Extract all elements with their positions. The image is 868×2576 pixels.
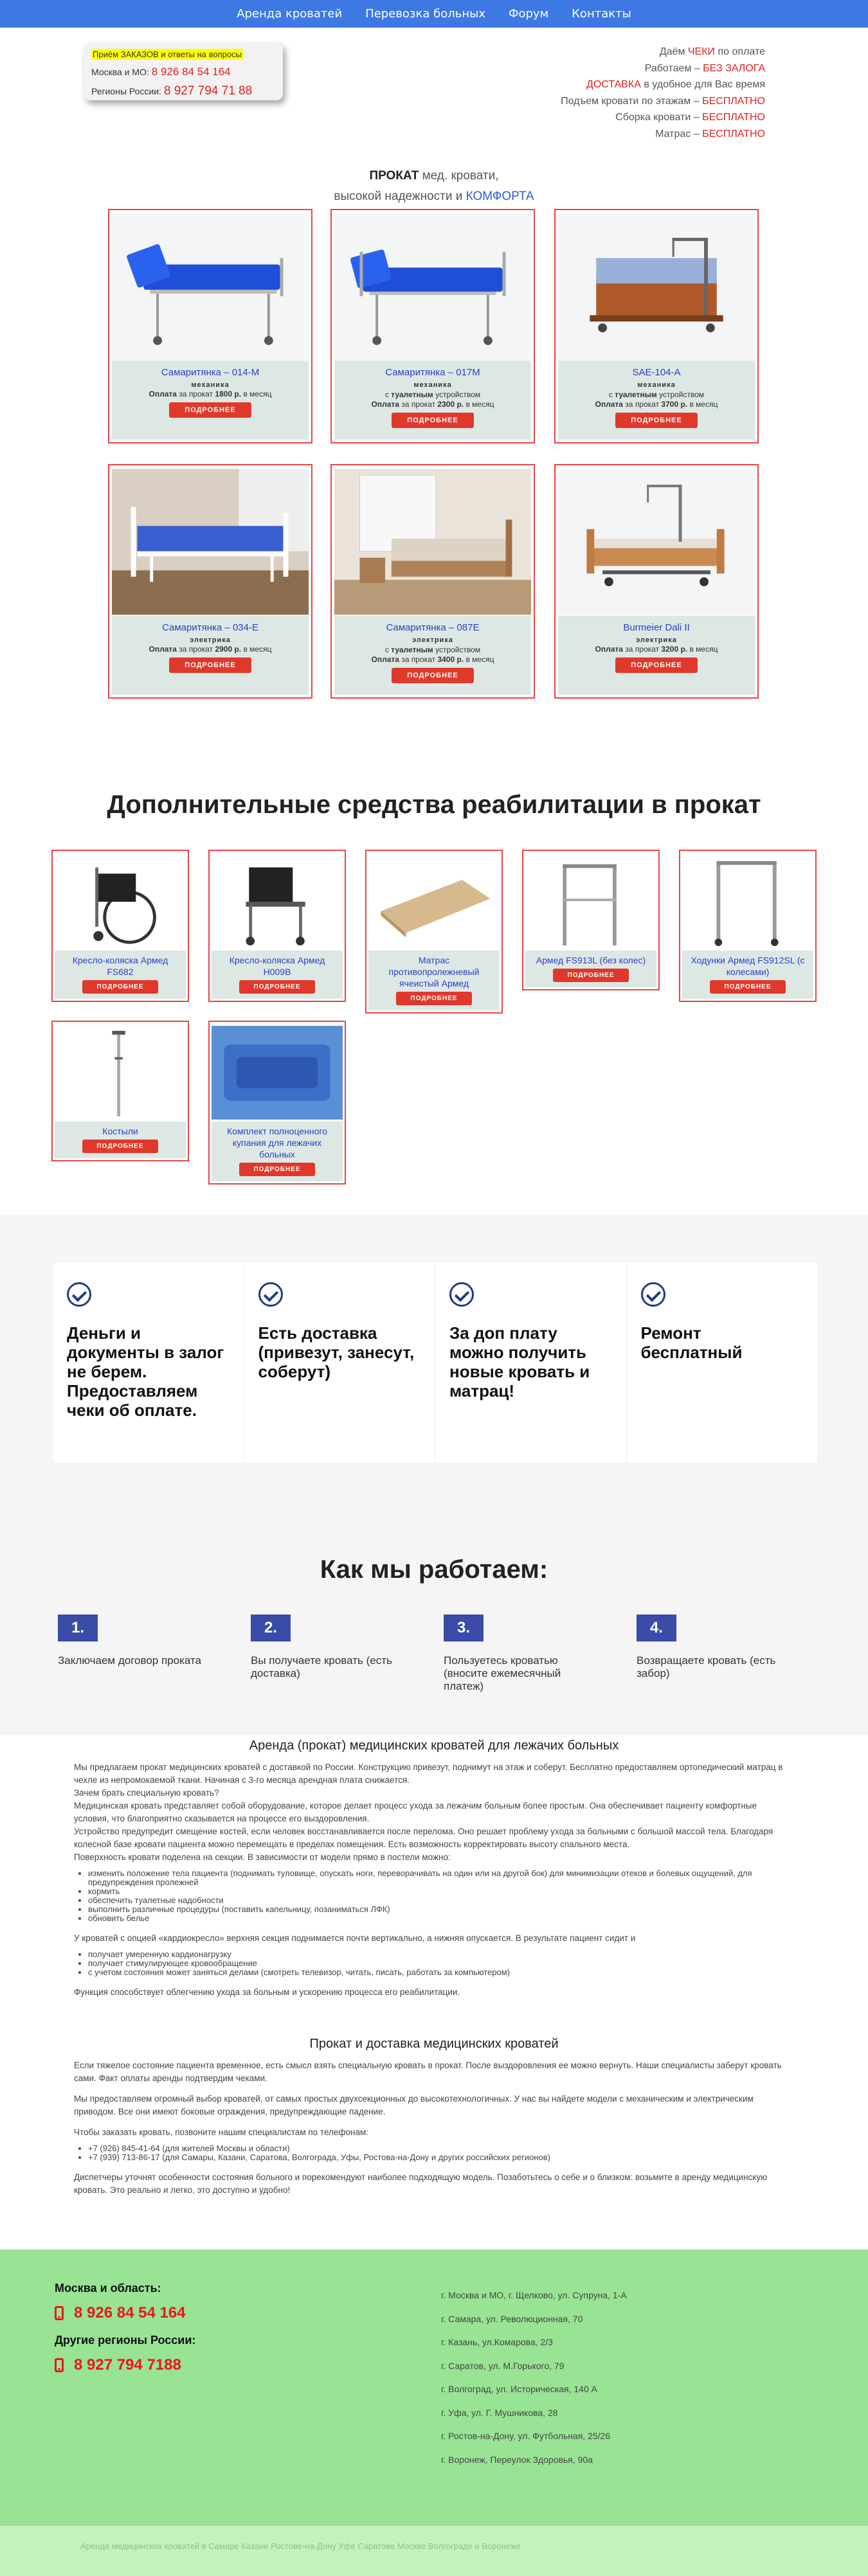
list-item: • с учетом состояния может заняться делами (смотреть телевизор, читать, писать, работать за компьютером)	[88, 1968, 794, 1977]
equipment-image[interactable]	[55, 853, 186, 951]
details-button[interactable]: ПОДРОБНЕЕ	[82, 980, 158, 994]
bed-name[interactable]: Самаритянка – 034-Е	[162, 622, 258, 633]
order-phones-list	[88, 2144, 794, 2162]
footer-bottom-bar	[0, 2526, 868, 2576]
regions-contact: Регионы России: 8 927 794 71 88	[91, 84, 253, 98]
equipment-name[interactable]: Армед FS913L (без колес)	[536, 955, 646, 965]
benefit-line: Работаем – БЕЗ ЗАЛОГА	[644, 62, 765, 74]
equipment-card[interactable]	[208, 1021, 346, 1185]
benefit-line: ДОСТАВКА в удобное для Вас время	[586, 79, 765, 90]
bed-name[interactable]: Самаритянка – 014-М	[161, 367, 260, 378]
details-button[interactable]: ПОДРОБНЕЕ	[169, 657, 251, 673]
equipment-name[interactable]: Кресло-коляска Армед FS682	[72, 955, 168, 977]
check-circle-icon	[67, 1282, 91, 1307]
prokat-heading: ПРОКАТ мед. кровати, высокой надежности и КОМФОРТА	[334, 169, 534, 203]
bed-card[interactable]: SAE-104-А механика с туалетным устройством Оплата за прокат 3700 р. в месяц ПОДРОБНЕЕ	[554, 209, 759, 443]
details-button[interactable]: ПОДРОБНЕЕ	[396, 992, 471, 1005]
bed-image[interactable]	[334, 468, 531, 616]
nav-item-patient-transport[interactable]: Перевозка больных	[365, 7, 485, 21]
address-line: г. Ростов-на-Дону, ул. Футбольная, 25/26	[441, 2431, 611, 2441]
details-button[interactable]: ПОДРОБНЕЕ	[392, 668, 473, 683]
top-nav	[0, 0, 868, 28]
how-we-work-title: Как мы работаем:	[320, 1555, 548, 1584]
nav-item-contacts[interactable]: Контакты	[572, 7, 631, 21]
check-circle-icon	[641, 1282, 665, 1307]
equipment-image[interactable]	[212, 1024, 343, 1122]
details-button[interactable]: ПОДРОБНЕЕ	[82, 1140, 158, 1153]
advantage-text: Деньги и документы в залог не берем. Предоставляем чеки об оплате.	[67, 1323, 224, 1420]
article-rental-title: Аренда (прокат) медицинских кроватей для лежачих больных	[249, 1739, 619, 1753]
bed-type: механика	[191, 381, 230, 389]
details-button[interactable]: ПОДРОБНЕЕ	[553, 969, 628, 982]
moscow-contact: Москва и МО: 8 926 84 54 164	[91, 66, 231, 78]
advantage-item	[244, 1263, 436, 1462]
moscow-phone-link[interactable]: 8 926 84 54 164	[151, 66, 231, 78]
equipment-image[interactable]	[212, 853, 343, 951]
bed-name[interactable]: Самаритянка – 017М	[385, 367, 480, 378]
list-item: • получает стимулирующее кровообращение	[88, 1959, 794, 1968]
list-item: • обеспечить туалетные надобности	[88, 1896, 794, 1905]
service-benefits	[561, 44, 765, 142]
equipment-name[interactable]: Ходунки Армед FS912SL (с колесами)	[691, 955, 805, 977]
bed-type: электрика	[636, 636, 677, 644]
advantage-text: Ремонт бесплатный	[640, 1323, 743, 1362]
equipment-card[interactable]	[522, 850, 660, 990]
article-delivery-title: Прокат и доставка медицинских кроватей	[309, 2037, 559, 2051]
benefit-line: Матрас – БЕСПЛАТНО	[655, 128, 765, 139]
article-rental: Аренда (прокат) медицинских кроватей для лежачих больных Мы предлагаем прокат медицинских кроватей с доставкой по России. Конструкцию привезут, поднимут на этаж и соберут. Бесплатно предоставляем ортопедический матрац в чехле из непромокаемой ткани. Начиная с 3-го месяца арендная плата снижается. Зачем брать специальную кровать? Медицинская кровать представляет собой оборудование, которое делает процесс ухода за лежачим больным более простым. Она обеспечивает пациенту комфортные условия, что благоприятно сказывается на процессе его выздоровления. Устройство предупредит смещение костей, если человек восстанавливается после перелома. Оно решает проблему ухода за больными с большой массой тела. Благодаря колесной базе кровати пациента можно перемещать в пределах помещения. Есть возможность корректировать высоту спального места. Поверхность кровати поделена на секции. В зависимости от модели прямо в постели можно: • изменить положение тела пациента (поднимать туловище, опускать ноги, переворачивать на один или на другой бок) для минимизации отеков и болевых ощущений, для предупреждения пролежней • кормить • обеспечить туалетные надобности • выполнить различные процедуры (поставить капельницу, позаниматься ЛФК) • обновить белье У кроватей с опцией «кардиокресло» верхняя секция поднимается почти вертикально, а нижняя опускается. В результате пациент сидит и • получает умеренную кардионагрузку • получает стимулирующее кровообращение • с учетом состояния может заняться делами (смотреть телевизор, читать, писать, работать за компьютером) Функция способствует облегчению ухода за больным и ускорению процесса его реабилитации.	[74, 1739, 794, 1999]
details-button[interactable]: ПОДРОБНЕЕ	[169, 402, 251, 418]
equipment-name[interactable]: Комплект полноценного купания для лежачих больных	[227, 1126, 327, 1159]
equipment-image[interactable]	[55, 1024, 186, 1122]
check-circle-icon	[258, 1282, 283, 1307]
equipment-image[interactable]	[682, 853, 813, 951]
step-text: Возвращаете кровать (есть забор)	[637, 1654, 776, 1679]
phone-icon	[55, 2358, 64, 2372]
advantage-item	[627, 1263, 818, 1462]
footer-addresses	[441, 2284, 627, 2471]
cardio-chair-list	[88, 1950, 794, 1977]
order-highlight: Приём ЗАКАЗОВ и ответы на вопросы	[93, 49, 242, 59]
list-item: • изменить положение тела пациента (поднимать туловище, опускать ноги, переворачивать на один или на другой бок) для минимизации отеков и болевых ощущений, для предупреждения пролежней	[88, 1869, 794, 1887]
address-line: г. Воронеж, Переулок Здоровья, 90а	[441, 2454, 593, 2465]
equipment-card[interactable]	[208, 850, 346, 1002]
address-line: г. Саратов, ул. М.Горького, 79	[441, 2360, 565, 2371]
advantage-text: За доп плату можно получить новые кровать и матрац!	[449, 1323, 590, 1400]
advantages-list	[53, 1263, 818, 1462]
list-item: • обновить белье	[88, 1914, 794, 1923]
bed-price: Оплата за прокат 2300 р. в месяц	[371, 400, 494, 409]
bed-name[interactable]: SAE-104-А	[632, 367, 681, 378]
equipment-name[interactable]: Костыли	[102, 1126, 138, 1136]
bed-card[interactable]	[554, 464, 759, 699]
bed-type: электрика	[190, 636, 231, 644]
details-button[interactable]: ПОДРОБНЕЕ	[710, 980, 785, 994]
list-item: • кормить	[88, 1887, 794, 1896]
list-item: • получает умеренную кардионагрузку	[88, 1950, 794, 1959]
step-number: 4.	[637, 1614, 676, 1641]
equipment-card[interactable]	[51, 1021, 189, 1161]
equipment-name[interactable]: Кресло-коляска Армед H009B	[229, 955, 325, 977]
equipment-image[interactable]	[368, 853, 500, 951]
bed-type: механика	[413, 381, 452, 389]
work-step	[251, 1614, 405, 1680]
advantage-item	[53, 1263, 244, 1462]
bed-price: Оплата за прокат 1800 р. в месяц	[149, 389, 272, 398]
extra-equipment-title: Дополнительные средства реабилитации в прокат	[107, 791, 761, 819]
bed-price: Оплата за прокат 2900 р. в месяц	[149, 645, 272, 654]
check-circle-icon	[449, 1282, 474, 1307]
equipment-card[interactable]	[365, 850, 503, 1014]
nav-item-bed-rental[interactable]: Аренда кроватей	[237, 7, 343, 21]
equipment-card[interactable]	[51, 850, 189, 1002]
bed-price: Оплата за прокат 3400 р. в месяц	[371, 655, 494, 664]
bed-image[interactable]	[112, 468, 309, 616]
bed-name[interactable]: Burmeier Dali II	[623, 622, 690, 633]
nav-item-forum[interactable]: Форум	[508, 7, 549, 21]
list-item: • выполнить различные процедуры (поставить капельницу, позаниматься ЛФК)	[88, 1905, 794, 1914]
bed-image[interactable]	[558, 468, 755, 616]
bed-image[interactable]	[558, 213, 755, 361]
step-number: 2.	[251, 1614, 291, 1641]
work-step	[444, 1614, 598, 1693]
bed-image[interactable]	[334, 213, 531, 361]
step-text: Пользуетесь кроватью (вносите ежемесячный платеж)	[444, 1654, 561, 1692]
benefit-line: Сборка кровати – БЕСПЛАТНО	[615, 112, 765, 123]
equipment-card[interactable]	[679, 850, 817, 1002]
address-line: г. Самара, ул. Революционная, 70	[441, 2313, 583, 2324]
step-text: Заключаем договор проката	[58, 1654, 202, 1667]
benefit-line: Подъем кровати по этажам – БЕСПЛАТНО	[561, 95, 765, 107]
work-step	[637, 1614, 791, 1680]
step-text: Вы получаете кровать (есть доставка)	[251, 1654, 392, 1679]
list-item: • +7 (926) 845-41-64 (для жителей Москвы и области)	[88, 2144, 794, 2153]
bed-card[interactable]	[108, 209, 312, 443]
bed-price: Оплата за прокат 3200 р. в месяц	[595, 645, 718, 654]
address-line: г. Волгоград, ул. Историческая, 140 А	[441, 2384, 597, 2394]
address-line: г. Казань, ул.Комарова, 2/3	[441, 2337, 553, 2347]
regions-phone-link[interactable]: 8 927 794 71 88	[163, 84, 253, 98]
details-button[interactable]: ПОДРОБНЕЕ	[239, 980, 314, 994]
address-line: г. Уфа, ул. Г. Мушникова, 28	[441, 2407, 558, 2418]
footer-bottom-text: Аренда медицинских кроватей в Самаре Казани Ростове-на-Дону Уфе Саратове Москве Волгограде и Воронеже	[80, 2541, 521, 2551]
step-number: 1.	[58, 1614, 98, 1641]
bed-type: электрика	[412, 636, 453, 644]
details-button[interactable]: ПОДРОБНЕЕ	[615, 657, 697, 673]
bed-card[interactable]: Самаритянка – 087Е электрика с туалетным устройством Оплата за прокат 3400 р. в месяц ПОДРОБНЕЕ	[330, 464, 535, 699]
order-contact-box	[84, 42, 283, 100]
bed-image[interactable]	[112, 213, 309, 361]
how-we-work-section	[0, 1478, 868, 1735]
bed-card[interactable]: Самаритянка – 017М механика с туалетным устройством Оплата за прокат 2300 р. в месяц ПОДРОБНЕЕ	[330, 209, 535, 443]
bed-type: механика	[637, 381, 676, 389]
bed-functions-list	[88, 1869, 794, 1923]
list-item: • +7 (939) 713-86-17 (для Самары, Казани, Саратова, Волгограда, Уфы, Ростова-на-Дону и других российских регионов)	[88, 2153, 794, 2162]
footer-contacts: Москва и область: 8 926 84 54 164 Другие регионы России: 8 927 794 7188	[55, 2282, 196, 2374]
phone-icon	[55, 2306, 64, 2320]
bed-price: Оплата за прокат 3700 р. в месяц	[595, 400, 718, 409]
footer-regions-phone[interactable]: 8 927 794 7188	[74, 2356, 181, 2374]
details-button[interactable]: ПОДРОБНЕЕ	[392, 413, 473, 428]
advantage-text: Есть доставка (привезут, занесут, соберут)	[258, 1323, 415, 1381]
work-step	[58, 1614, 212, 1667]
advantage-item	[435, 1263, 627, 1462]
step-number: 3.	[444, 1614, 484, 1641]
details-button[interactable]: ПОДРОБНЕЕ	[615, 413, 697, 428]
equipment-name[interactable]: Матрас противопролежневый ячеистый Армед	[388, 955, 480, 988]
bed-name[interactable]: Самаритянка – 087Е	[386, 622, 480, 633]
benefit-line: Даём ЧЕКИ по оплате	[659, 46, 765, 57]
address-line: г. Москва и МО, г. Щелково, ул. Супруна, 1-А	[441, 2290, 627, 2300]
details-button[interactable]: ПОДРОБНЕЕ	[239, 1163, 314, 1176]
article-delivery: Прокат и доставка медицинских кроватей Если тяжелое состояние пациента временное, есть смысл взять специальную кровать в прокат. После выздоровления ее можно вернуть. Наши специалисты заберут кровать сами. Факт оплаты аренды подтвердим чеками. Мы предоставляем огромный выбор кроватей, от самых простых двухсекционных до высокотехнологичных. У нас вы найдете модели с механическим и электрическим приводом. Все они имеют боковые ограждения, предупреждающие падение. Чтобы заказать кровать, позвоните нашим специалистам по телефонам: • +7 (926) 845-41-64 (для жителей Москвы и области) • +7 (939) 713-86-17 (для Самары, Казани, Саратова, Волгограда, Уфы, Ростова-на-Дону и других российских регионов) Диспетчеры уточнят особенности состояния больного и порекомендуют наиболее подходящую модель. Позаботьтесь о себе и о близком: возьмите в аренду медицинскую кровать. Это реально и легко, это доступно и удобно!	[74, 2037, 794, 2197]
footer-moscow-phone[interactable]: 8 926 84 54 164	[74, 2304, 186, 2321]
bed-card[interactable]	[108, 464, 312, 699]
equipment-image[interactable]	[525, 853, 656, 951]
